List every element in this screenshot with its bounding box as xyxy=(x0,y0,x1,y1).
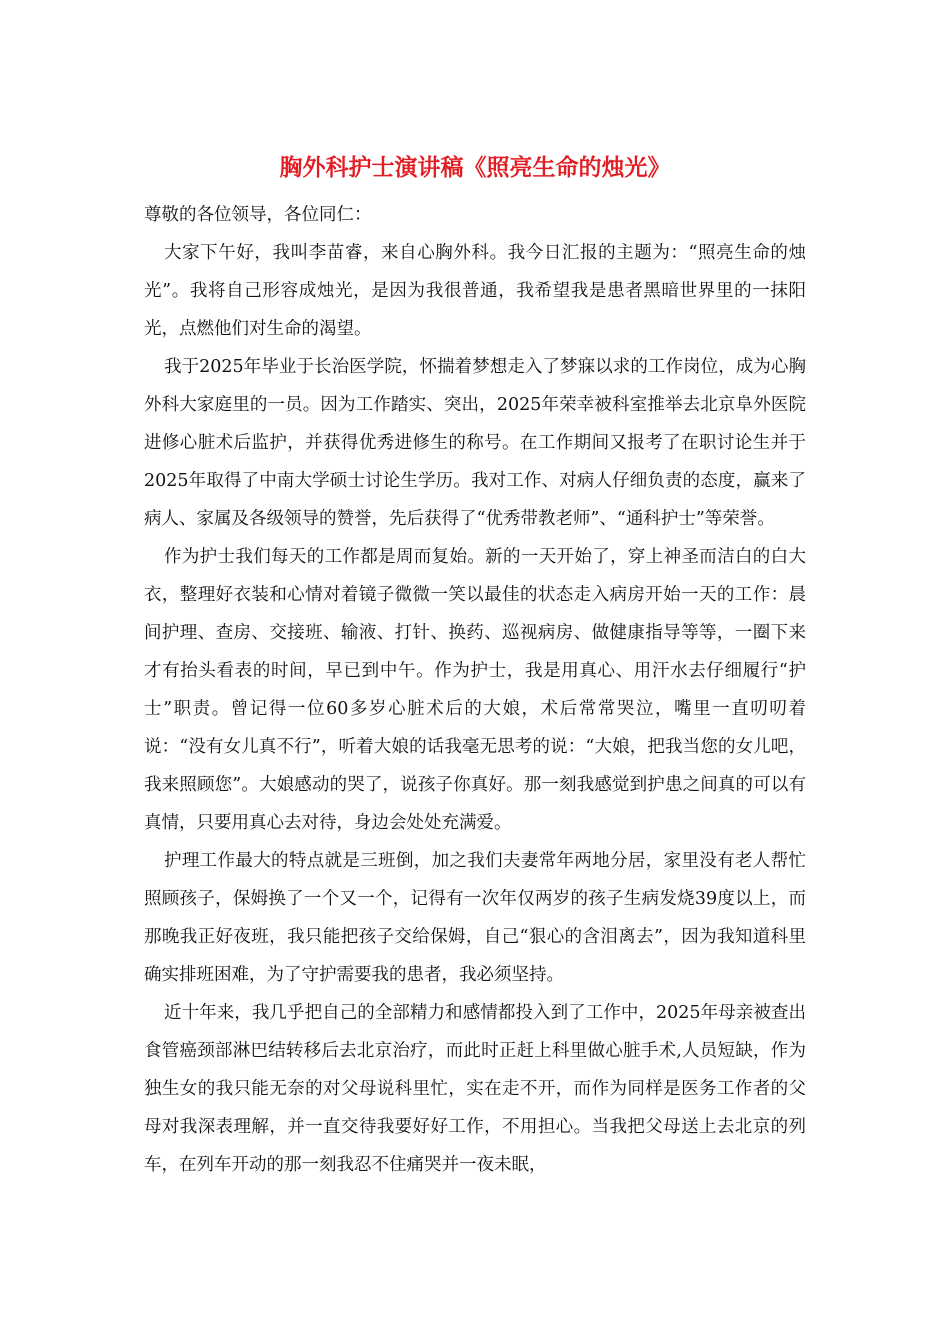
paragraph-daily-work: 作为护士我们每天的工作都是周而复始。新的一天开始了，穿上神圣而洁白的白大衣，整理好衣装和心情对着镜子微微一笑以最佳的状态走入病房开始一天的工作：晨间护理、查房、交接班、输液、打针、换药、巡视病房、做健康指导等等，一圈下来才有抬头看表的时间，早已到中午。作为护士，我是用真心、用汗水去仔细履行“护士”职责。曾记得一位60多岁心脏术后的大娘，术后常常哭泣，嘴里一直叨叨着说：“没有女儿真不行”，听着大娘的话我毫无思考的说：“大娘，把我当您的女儿吧，我来照顾您”。大娘感动的哭了，说孩子你真好。那一刻我感觉到护患之间真的可以有真情，只要用真心去对待，身边会处处充满爱。 xyxy=(144,547,806,833)
paragraph-intro: 大家下午好，我叫李苗睿，来自心胸外科。我今日汇报的主题为：“照亮生命的烛光”。我将自己形容成烛光，是因为我很普通，我希望我是患者黑暗世界里的一抹阳光，点燃他们对生命的渴望。 xyxy=(144,243,806,339)
paragraph-shifts: 护理工作最大的特点就是三班倒，加之我们夫妻常年两地分居，家里没有老人帮忙照顾孩子，保姆换了一个又一个，记得有一次年仅两岁的孩子生病发烧39度以上，而那晚我正好夜班，我只能把孩子交给保姆，自己“狠心的含泪离去”，因为我知道科里确实排班困难，为了守护需要我的患者，我必须坚持。 xyxy=(144,851,806,985)
salutation: 尊敬的各位领导，各位同仁： xyxy=(144,205,372,225)
document-title: 胸外科护士演讲稿《照亮生命的烛光》 xyxy=(279,154,671,181)
document-body xyxy=(144,196,806,1184)
paragraph-family: 近十年来，我几乎把自己的全部精力和感情都投入到了工作中，2025年母亲被查出食管癌颈部淋巴结转移后去北京治疗，而此时正赶上科里做心脏手术,人员短缺，作为独生女的我只能无奈的对父母说科里忙，实在走不开，而作为同样是医务工作者的父母对我深表理解，并一直交待我要好好工作，不用担心。当我把父母送上去北京的列车，在列车开动的那一刻我忍不住痛哭并一夜未眠， xyxy=(144,1003,806,1175)
paragraph-career: 我于2025年毕业于长治医学院，怀揣着梦想走入了梦寐以求的工作岗位，成为心胸外科大家庭里的一员。因为工作踏实、突出，2025年荣幸被科室推举去北京阜外医院进修心脏术后监护，并获得优秀进修生的称号。在工作期间又报考了在职讨论生并于2025年取得了中南大学硕士讨论生学历。我对工作、对病人仔细负责的态度，赢来了病人、家属及各级领导的赞誉，先后获得了“优秀带教老师”、“通科护士”等荣誉。 xyxy=(144,357,806,529)
